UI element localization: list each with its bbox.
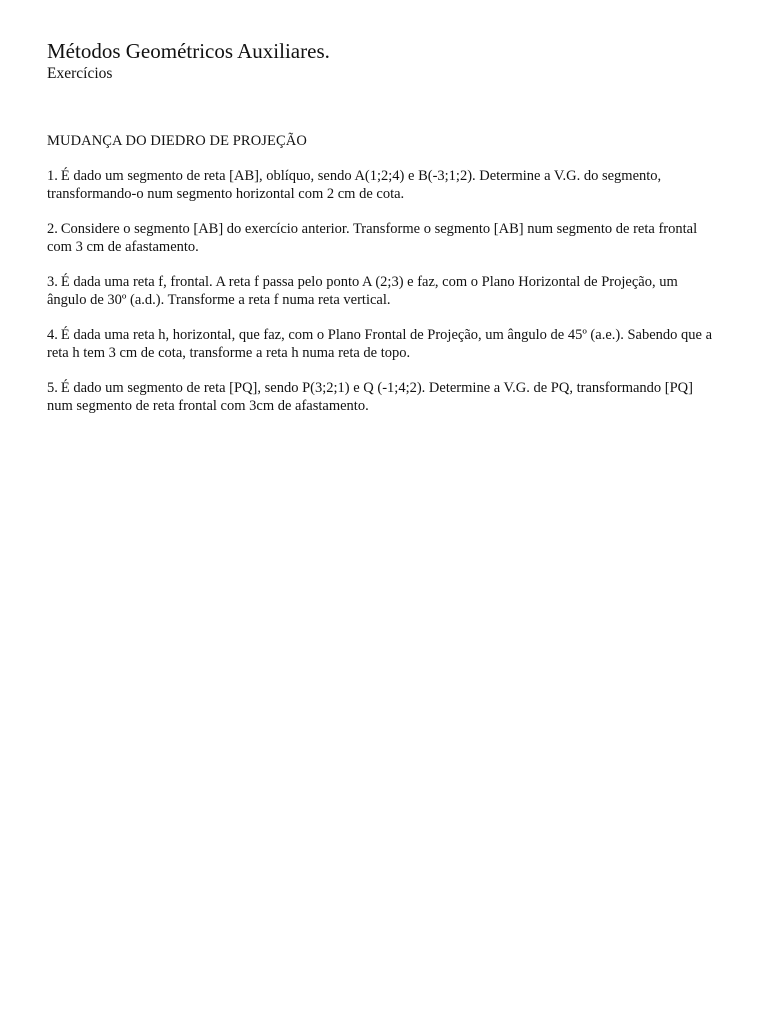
exercise-number: 1. [47, 168, 58, 184]
exercise-2 [47, 220, 719, 256]
exercise-text: É dado um segmento de reta [AB], oblíquo, sendo A(1;2;4) e B(-3;1;2). Determine a V.G. do segmento, transformando-o num segmento horizontal com 2 cm de cota. [47, 168, 662, 202]
exercise-number: 3. [47, 274, 58, 290]
exercise-text: É dado um segmento de reta [PQ], sendo P(3;2;1) e Q (-1;4;2). Determine a V.G. de PQ, transformando [PQ] num segmento de reta frontal com 3cm de afastamento. [47, 380, 693, 414]
exercise-text: É dada uma reta f, frontal. A reta f passa pelo ponto A (2;3) e faz, com o Plano Horizontal de Projeção, um ângulo de 30º (a.d.). Transforme a reta f numa reta vertical. [47, 274, 678, 308]
exercise-number: 4. [47, 327, 58, 343]
exercise-3 [47, 273, 719, 309]
exercise-number: 2. [47, 221, 58, 237]
exercise-list [47, 167, 720, 415]
exercise-number: 5. [47, 380, 58, 396]
exercise-text: Considere o segmento [AB] do exercício anterior. Transforme o segmento [AB] num segmento de reta frontal com 3 cm de afastamento. [47, 221, 698, 255]
exercise-1 [47, 167, 719, 203]
exercise-5 [47, 379, 719, 415]
document-title: Métodos Geométricos Auxiliares. [47, 39, 330, 63]
exercise-4 [47, 326, 719, 362]
section-heading: MUDANÇA DO DIEDRO DE PROJEÇÃO [47, 133, 307, 149]
document-subtitle: Exercícios [47, 65, 113, 82]
exercise-text: É dada uma reta h, horizontal, que faz, com o Plano Frontal de Projeção, um ângulo de 45º (a.e.). Sabendo que a reta h tem 3 cm de cota, transforme a reta h numa reta de topo. [47, 327, 713, 361]
